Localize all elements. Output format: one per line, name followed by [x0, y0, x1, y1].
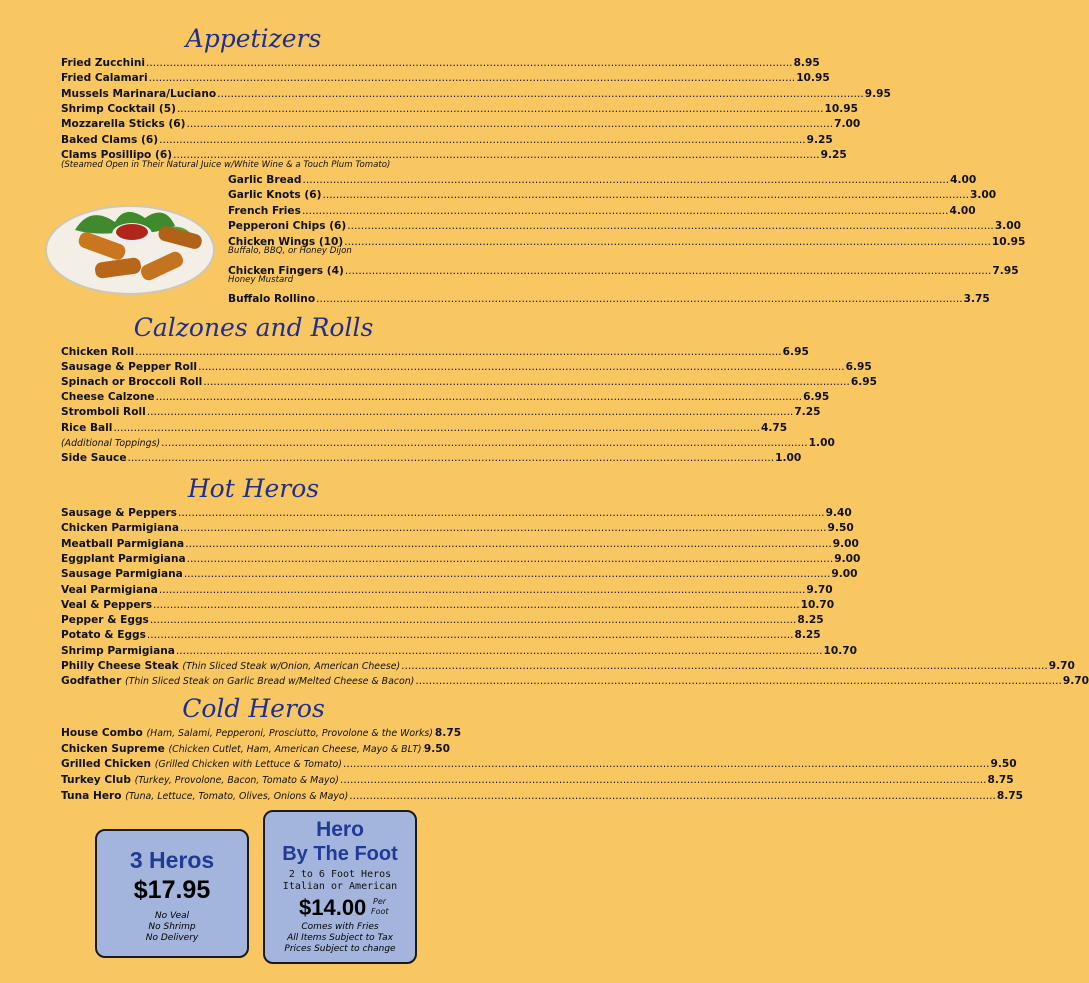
menu-item-note: (Ham, Salami, Pepperoni, Prosciutto, Provolone & the Works): [146, 728, 433, 739]
menu-item: [61, 56, 820, 70]
three-heros-title: 3 Heros: [129, 847, 215, 873]
mozzarella-sticks-photo: [40, 190, 220, 300]
menu-item-name: French Fries: [228, 204, 301, 217]
leader-dots: [147, 405, 794, 419]
leader-dots: [316, 292, 963, 306]
leader-dots: [415, 674, 1062, 688]
menu-item: [228, 188, 997, 202]
menu-item-price: 4.00: [949, 204, 976, 217]
menu-item-name: Clams Posillipo (6): [61, 148, 173, 161]
menu-item: [61, 117, 861, 131]
leader-dots: [401, 659, 1048, 673]
menu-item: [61, 552, 861, 566]
menu-item-name: Garlic Bread: [228, 174, 302, 186]
menu-item: [61, 567, 858, 581]
menu-item-name: Veal & Peppers: [61, 598, 153, 611]
menu-item-price: 9.25: [806, 133, 833, 146]
menu-item-name: Shrimp Cocktail (5): [61, 102, 176, 115]
menu-item: [61, 726, 462, 740]
leader-dots: [135, 345, 782, 359]
per-label: Per: [373, 897, 387, 906]
menu-item-price: 9.40: [825, 507, 852, 519]
leader-dots: [187, 552, 834, 566]
wings-note: Buffalo, BBQ, or Honey Dijon: [228, 246, 352, 256]
menu-item-note: (Chicken Cutlet, Ham, American Cheese, Mayo & BLT): [168, 743, 422, 755]
menu-item: [61, 133, 833, 147]
leader-dots: [198, 360, 845, 374]
menu-item-name: Shrimp Parmigiana: [61, 644, 175, 657]
leader-dots: [203, 375, 850, 389]
menu-item-price: 9.50: [827, 522, 854, 535]
fingers-note: Honey Mustard: [228, 275, 294, 285]
hero-by-foot-note: Comes with Fries: [301, 922, 379, 932]
leader-dots: [178, 506, 825, 520]
menu-item: [61, 451, 802, 465]
menu-item-price: 9.00: [831, 568, 858, 581]
menu-item-name: Chicken Supreme (Chicken Cutlet, Ham, American Cheese, Mayo & BLT): [61, 742, 422, 755]
hero-by-foot-title: By The Foot: [282, 843, 398, 865]
menu-item-name: Sausage & Pepper Roll: [61, 361, 198, 374]
menu-item-name: Chicken Wings (10): [228, 235, 344, 248]
menu-item-name: Fried Zucchini: [61, 57, 145, 69]
menu-item-name: Buffalo Rollino: [228, 293, 316, 306]
menu-item: [61, 102, 859, 116]
menu-item-note: (Additional Toppings): [61, 437, 161, 449]
menu-item-price: 7.25: [794, 406, 821, 419]
leader-dots: [159, 133, 806, 147]
menu-item: [61, 613, 824, 627]
menu-item-price: 10.70: [800, 598, 835, 611]
menu-item-name: Spinach or Broccoli Roll: [61, 376, 203, 389]
leader-dots: [159, 583, 806, 597]
menu-item-price: 9.25: [820, 148, 847, 161]
menu-item-name: Fried Calamari: [61, 72, 148, 85]
menu-item: [228, 204, 976, 218]
menu-item: [228, 292, 990, 306]
menu-item-price: 10.95: [824, 102, 859, 115]
leader-dots: [345, 264, 992, 278]
menu-item-price: 10.95: [796, 72, 830, 85]
hero-by-foot-note: Prices Subject to change: [284, 944, 396, 954]
menu-item: [61, 421, 788, 435]
leader-dots: [184, 567, 831, 581]
menu-item-name: Potato & Eggs: [61, 629, 146, 642]
menu-item: [61, 773, 1014, 787]
menu-item: [61, 71, 830, 85]
menu-item-name: Pepper & Eggs: [61, 614, 149, 627]
leader-dots: [147, 628, 794, 642]
menu-item-price: 8.75: [996, 789, 1023, 802]
leader-dots: [177, 102, 824, 116]
menu-item-price: 9.50: [423, 742, 450, 755]
menu-item-note: (Tuna, Lettuce, Tomato, Olives, Onions & Mayo): [125, 790, 349, 802]
hero-by-foot-size: 2 to 6 Foot Heros: [288, 869, 392, 880]
menu-item-note: (Thin Sliced Steak on Garlic Bread w/Melted Cheese & Bacon): [125, 676, 415, 688]
menu-item-name: Pepperoni Chips (6): [228, 220, 347, 233]
menu-item: [61, 628, 821, 642]
menu-item-name: Veal Parmigiana: [61, 583, 158, 596]
menu-item: [61, 506, 852, 520]
menu-item-price: 10.70: [823, 644, 857, 657]
menu-item-name: Chicken Parmigiana: [61, 522, 179, 535]
menu-item-price: 9.50: [990, 758, 1017, 771]
leader-dots: [349, 789, 996, 803]
menu-item-name: Turkey Club (Turkey, Provolone, Bacon, Tomato & Mayo): [61, 774, 339, 787]
menu-item-price: 10.95: [991, 235, 1026, 248]
leader-dots: [161, 436, 808, 450]
menu-item-name: [61, 436, 160, 451]
menu-item-price: 8.25: [794, 629, 821, 642]
three-heros-price: $17.95: [133, 876, 211, 904]
menu-item: [61, 345, 809, 359]
menu-item: [61, 742, 450, 756]
menu-item-price: 9.70: [1062, 675, 1089, 688]
menu-item: [61, 390, 830, 404]
menu-item-note: (Turkey, Provolone, Bacon, Tomato & Mayo): [134, 775, 339, 787]
leader-dots: [187, 117, 834, 131]
menu-item-name: Chicken Roll: [61, 346, 135, 358]
leader-dots: [322, 188, 969, 202]
menu-item-name: House Combo (Ham, Salami, Pepperoni, Prosciutto, Provolone & the Works): [61, 727, 433, 739]
menu-item: [61, 674, 1089, 688]
menu-item-note: (Grilled Chicken with Lettuce & Tomato): [154, 759, 342, 771]
section-heading-cold-heros: Cold Heros: [182, 694, 325, 723]
menu-item-name: Mussels Marinara/Luciano: [61, 87, 217, 100]
menu-item: [61, 644, 857, 658]
menu-item-price: 8.75: [434, 727, 462, 739]
menu-item-price: 4.00: [950, 174, 977, 186]
three-heros-note: No Shrimp: [148, 922, 196, 932]
leader-dots: [153, 598, 800, 612]
menu-item-price: 9.00: [832, 537, 859, 550]
menu-item-price: 3.00: [994, 220, 1021, 233]
menu-item-price: 6.95: [803, 391, 830, 404]
three-heros-special: [95, 829, 249, 958]
menu-item-name: Sausage Parmigiana: [61, 568, 183, 581]
leader-dots: [303, 173, 950, 187]
appetizer-note: (Steamed Open in Their Natural Juice w/White Wine & a Touch Plum Tomato): [61, 160, 391, 170]
menu-item-name: Tuna Hero (Tuna, Lettuce, Tomato, Olives, Onions & Mayo): [61, 789, 349, 802]
menu-item-price: 4.75: [761, 421, 788, 434]
menu-item-name: Eggplant Parmigiana: [61, 552, 186, 565]
menu-item: [61, 87, 891, 101]
menu-item-price: 6.95: [850, 376, 878, 389]
menu-item-price: 9.00: [834, 552, 861, 565]
menu-item-name: Rice Ball: [61, 421, 113, 434]
section-heading-hot-heros: Hot Heros: [187, 474, 320, 503]
menu-item: [228, 219, 1021, 233]
menu-item-name: Philly Cheese Steak (Thin Sliced Steak w/Onion, American Cheese): [61, 660, 401, 672]
menu-item-name: Chicken Fingers (4): [228, 265, 344, 277]
leader-dots: [347, 219, 994, 233]
leader-dots: [217, 87, 864, 101]
menu-item-price: 8.25: [797, 614, 824, 627]
menu-item: [61, 583, 833, 597]
menu-item-price: 9.95: [864, 87, 891, 100]
menu-item: [61, 659, 1075, 673]
leader-dots: [113, 421, 760, 435]
menu-item-price: 1.00: [808, 436, 835, 449]
menu-item-price: 7.00: [834, 118, 861, 131]
hero-by-foot-type: Italian or American: [282, 881, 398, 892]
hero-by-foot-title: Hero: [316, 818, 364, 841]
menu-item-name: Sausage & Peppers: [61, 507, 177, 519]
leader-dots: [149, 71, 796, 85]
leader-dots: [180, 521, 827, 535]
menu-item-price: 3.00: [970, 189, 997, 202]
menu-item-price: 8.95: [793, 57, 820, 69]
menu-item: [61, 537, 859, 551]
menu-item: [228, 173, 977, 187]
leader-dots: [128, 451, 775, 465]
menu-item-name: Mozzarella Sticks (6): [61, 118, 186, 131]
menu-item: [61, 789, 1023, 803]
menu-item-price: 6.95: [782, 346, 809, 358]
menu-item-price: 8.75: [987, 774, 1014, 787]
leader-dots: [150, 613, 797, 627]
menu-item-price: 7.95: [992, 265, 1019, 277]
leader-dots: [343, 757, 990, 771]
leader-dots: [340, 773, 987, 787]
leader-dots: [344, 235, 991, 249]
menu-item: [61, 360, 872, 374]
menu-item-price: 9.70: [1048, 660, 1075, 672]
menu-item-name: Stromboli Roll: [61, 406, 146, 419]
leader-dots: [176, 644, 823, 658]
menu-item-name: Side Sauce: [61, 451, 127, 464]
hero-by-foot-price: $14.00: [299, 895, 367, 920]
menu-item-name: Grilled Chicken (Grilled Chicken with Lettuce & Tomato): [61, 758, 342, 771]
hero-by-foot-note: All Items Subject to Tax: [287, 933, 393, 943]
menu-item: [61, 436, 835, 450]
menu-item: [61, 757, 1017, 771]
menu-item: [61, 598, 835, 612]
menu-item-price: 1.00: [775, 451, 802, 464]
menu-item-price: 9.70: [806, 583, 833, 596]
leader-dots: [156, 390, 803, 404]
three-heros-note: No Veal: [154, 911, 190, 921]
menu-item-name: Cheese Calzone: [61, 391, 155, 404]
menu-item: [61, 521, 854, 535]
menu-item-name: Garlic Knots (6): [228, 189, 322, 202]
menu-item-name: Meatball Parmigiana: [61, 537, 185, 550]
menu-item-price: 3.75: [963, 293, 990, 306]
menu-item-name: Baked Clams (6): [61, 133, 159, 146]
three-heros-note: No Delivery: [145, 933, 199, 943]
menu-item-note: (Thin Sliced Steak w/Onion, American Cheese): [182, 661, 401, 672]
section-heading-calzones: Calzones and Rolls: [133, 313, 374, 342]
leader-dots: [185, 537, 832, 551]
leader-dots: [302, 204, 949, 218]
hero-by-foot-special: [263, 810, 417, 964]
menu-item: [61, 405, 821, 419]
section-heading-appetizers: Appetizers: [185, 24, 322, 53]
foot-label: Foot: [371, 907, 389, 916]
menu-item-price: 6.95: [845, 361, 872, 374]
menu-item: [61, 375, 878, 389]
leader-dots: [146, 56, 793, 70]
menu-item-name: Godfather (Thin Sliced Steak on Garlic Bread w/Melted Cheese & Bacon): [61, 675, 415, 688]
